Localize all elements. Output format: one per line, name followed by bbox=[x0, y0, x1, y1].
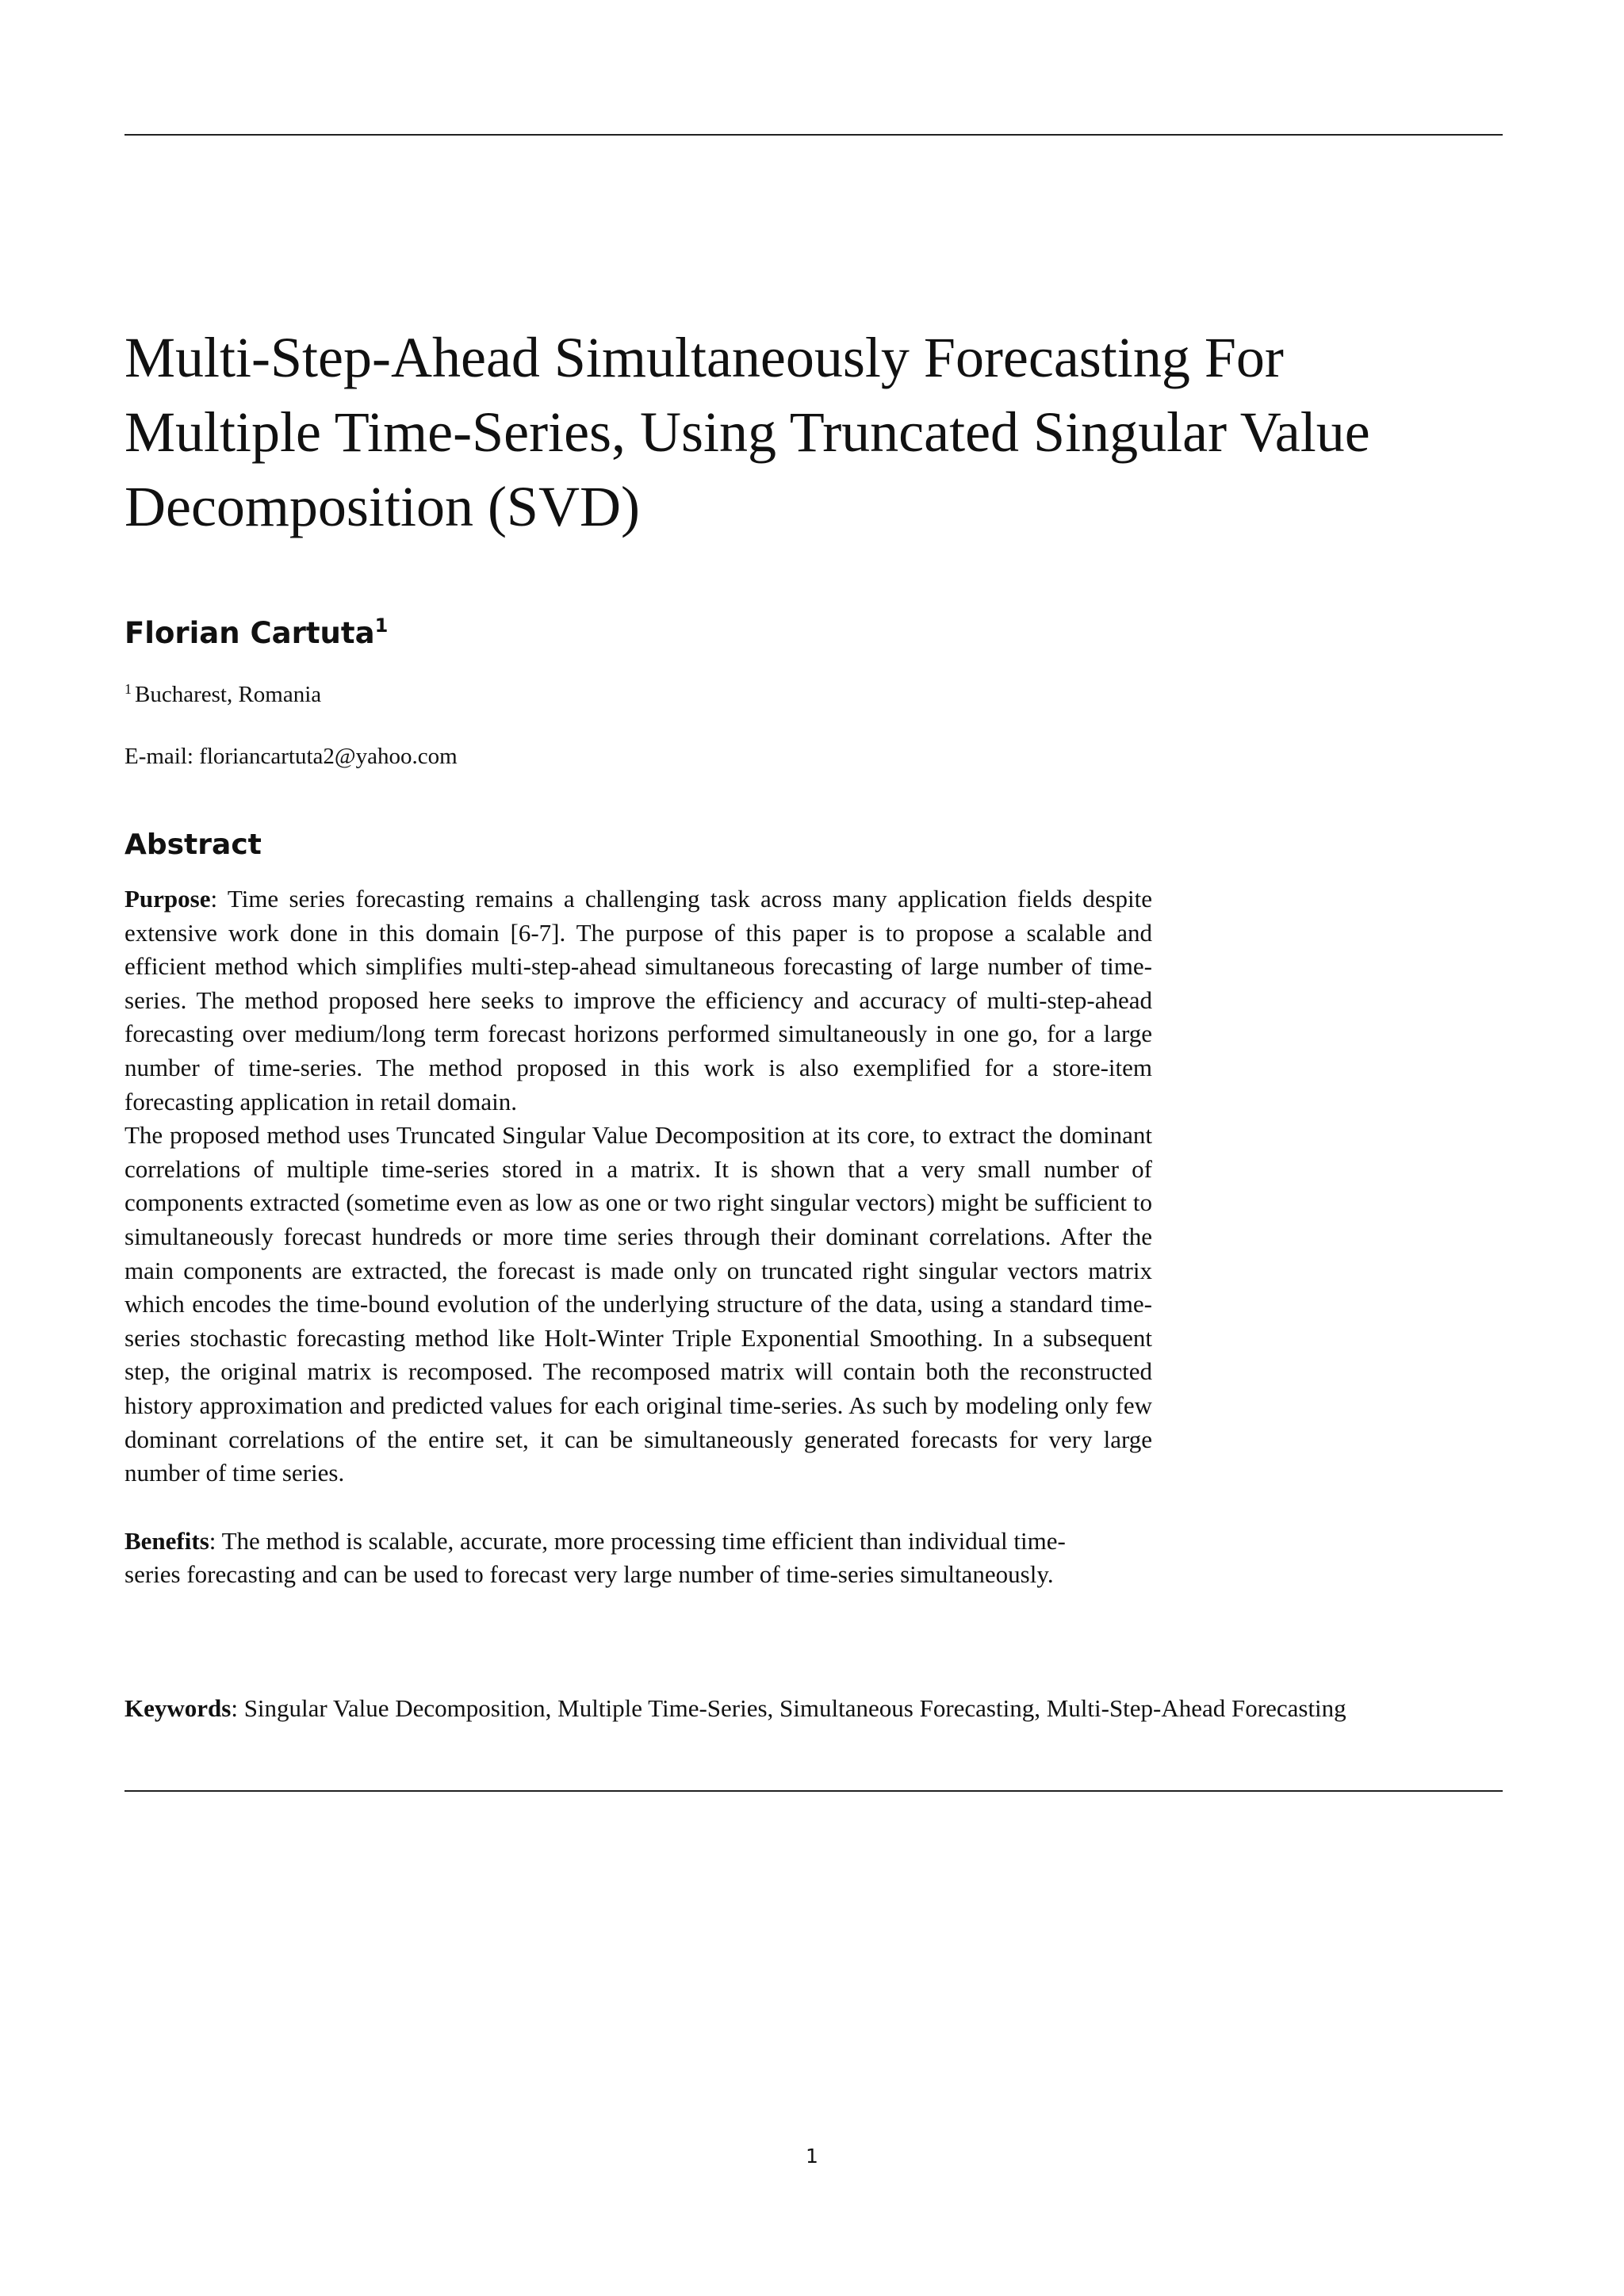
affiliation bbox=[124, 679, 321, 710]
abstract-heading: Abstract bbox=[124, 828, 262, 861]
paper-title bbox=[124, 320, 1520, 544]
benefits-text: : The method is scalable, accurate, more processing time efficient than individual time-series forecasting and can be used to forecast very large number of time-series simultaneously. bbox=[124, 1526, 1066, 1589]
author-name: Florian Cartuta bbox=[124, 616, 375, 650]
author-affiliation-marker: 1 bbox=[374, 614, 389, 637]
abstract-body bbox=[124, 882, 1152, 1592]
title-line-3: Decomposition (SVD) bbox=[124, 475, 640, 538]
top-rule bbox=[124, 134, 1503, 136]
affiliation-marker: 1 bbox=[124, 681, 132, 697]
benefits-label: Benefits bbox=[124, 1526, 209, 1555]
title-line-2: Multiple Time-Series, Using Truncated Singular Value bbox=[124, 400, 1370, 464]
paragraph-spacer bbox=[124, 1490, 1152, 1525]
author-email: E-mail: floriancartuta2@yahoo.com bbox=[124, 744, 458, 769]
affiliation-text: Bucharest, Romania bbox=[135, 682, 322, 707]
title-line-1: Multi-Step-Ahead Simultaneously Forecasting For bbox=[124, 326, 1284, 389]
benefits-paragraph bbox=[124, 1525, 1116, 1592]
keywords-line bbox=[124, 1692, 1504, 1725]
method-paragraph: The proposed method uses Truncated Singular Value Decomposition at its core, to extract the dominant correlations of multiple time-series stored in a matrix. It is shown that a very small number of components extracted (sometime even as low as one or two right singular vectors) might be sufficient to simultaneously forecast hundreds or more time series through their dominant correlations. After the main components are extracted, the forecast is made only on truncated right singular vectors matrix which encodes the time-bound evolution of the underlying structure of the data, using a standard time-series stochastic forecasting method like Holt-Winter Triple Exponential Smoothing. In a subsequent step, the original matrix is recomposed. The recomposed matrix will contain both the reconstructed history approximation and predicted values for each original time-series. As such by modeling only few dominant correlations of the entire set, it can be simultaneously generated forecasts for very large number of time series. bbox=[124, 1121, 1152, 1487]
bottom-rule bbox=[124, 1790, 1503, 1792]
keywords-text: : Singular Value Decomposition, Multiple Time-Series, Simultaneous Forecasting, Multi-Step-Ahead Forecasting bbox=[231, 1694, 1346, 1722]
purpose-text: : Time series forecasting remains a challenging task across many application fields despite extensive work done in this domain [6-7]. The purpose of this paper is to propose a scalable and efficient method which simplifies multi-step-ahead simultaneous forecasting of large number of time-series. The method proposed here seeks to improve the efficiency and accuracy of multi-step-ahead forecasting over medium/long term forecast horizons performed simultaneously in one go, for a large number of time-series. The method proposed in this work is also exemplified for a store-item forecasting application in retail domain. bbox=[124, 885, 1152, 1115]
keywords-label: Keywords bbox=[124, 1694, 232, 1722]
purpose-paragraph bbox=[124, 882, 1152, 1119]
page-number: 1 bbox=[806, 2145, 818, 2168]
purpose-label: Purpose bbox=[124, 885, 211, 913]
author-line bbox=[124, 614, 388, 653]
